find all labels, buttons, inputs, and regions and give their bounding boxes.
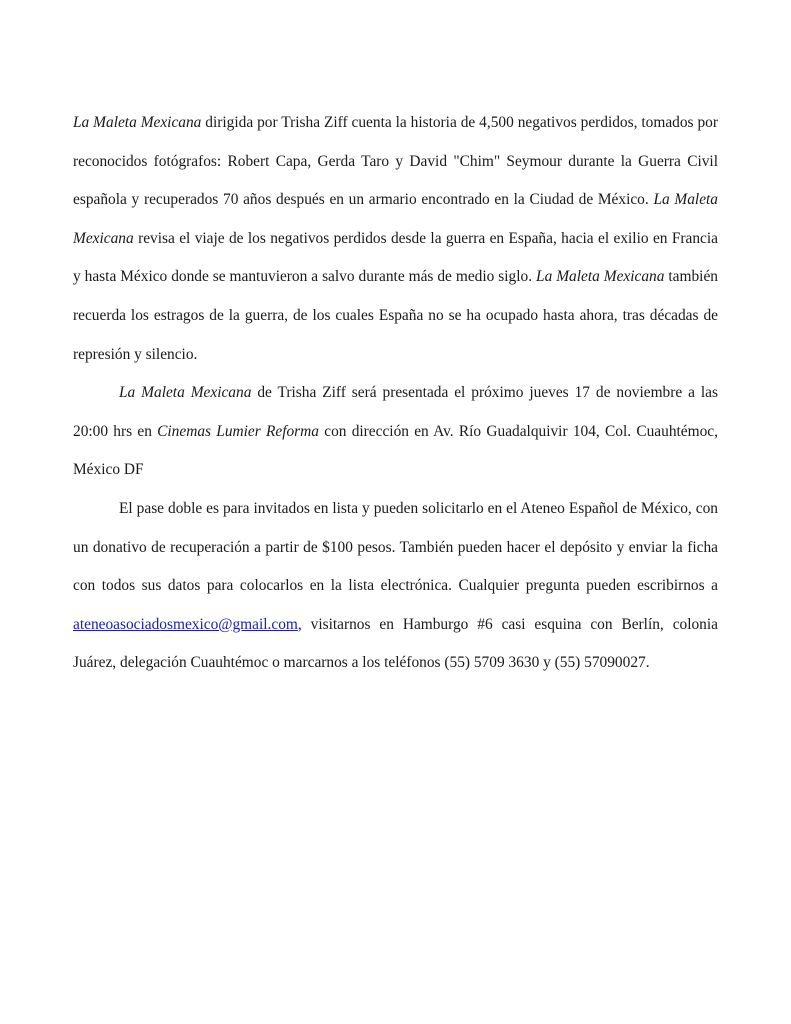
paragraph-film-description bbox=[73, 104, 718, 374]
paragraph-text: dirigida por Trisha Ziff cuenta la historia de 4,500 negativos perdidos, tomados por reconocidos fotógrafos: Robert Capa, Gerda Taro y David "Chim" Seymour durante la Guerra Civil española y recuperados 70 años después en un armario encontrado en la Ciudad de México. bbox=[73, 114, 718, 209]
venue-name: Cinemas Lumier Reforma bbox=[157, 422, 319, 440]
paragraph-text: , visitarnos en Hamburgo #6 casi esquina con Berlín, colonia Juárez, delegación Cuauhtémoc o marcarnos a los teléfonos (55) 5709 3630 y (55) 57090027. bbox=[73, 615, 718, 672]
film-title: La Maleta Mexicana bbox=[73, 114, 202, 131]
paragraph-text: también recuerda los estragos de la guerra, de los cuales España no se ha ocupado hasta ahora, tras décadas de represión y silencio. bbox=[73, 268, 718, 363]
paragraph-text: de Trisha Ziff será presentada el próximo jueves 17 de noviembre a las 20:00 hrs en bbox=[73, 384, 718, 440]
email-link[interactable]: ateneoasociadosmexico@gmail.com bbox=[73, 615, 298, 633]
paragraph-screening-info bbox=[73, 374, 718, 490]
paragraph-text: El pase doble es para invitados en lista y pueden solicitarlo en el Ateneo Español de México, con un donativo de recuperación a partir de $100 pesos. También pueden hacer el depósito y enviar la ficha con todos sus datos para colocarlos en la lista electrónica. Cualquier pregunta pueden escribirnos a bbox=[73, 499, 718, 595]
document-body bbox=[73, 104, 718, 683]
paragraph-text: con dirección en Av. Río Guadalquivir 104, Col. Cuauhtémoc, México DF bbox=[73, 422, 718, 479]
film-title: La Maleta Mexicana bbox=[73, 191, 718, 247]
paragraph-text: revisa el viaje de los negativos perdidos desde la guerra en España, hacia el exilio en Francia y hasta México donde se mantuvieron a salvo durante más de medio siglo. bbox=[73, 229, 718, 286]
film-title: La Maleta Mexicana bbox=[119, 384, 252, 402]
paragraph-ticket-info bbox=[73, 490, 718, 683]
film-title: La Maleta Mexicana bbox=[536, 268, 665, 286]
